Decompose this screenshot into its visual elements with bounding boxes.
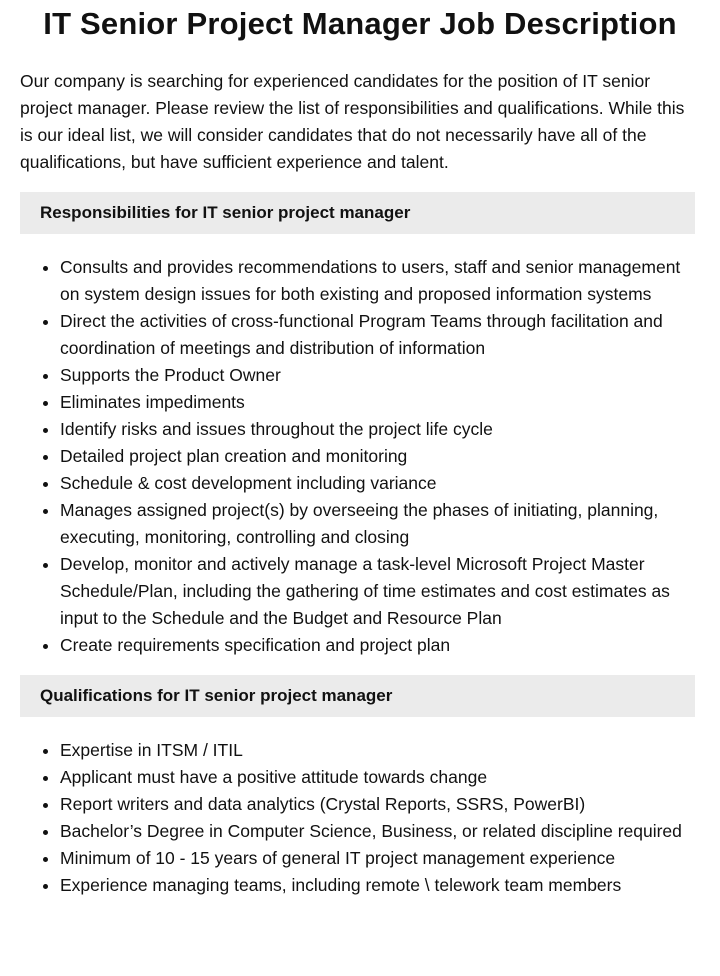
- qualifications-list: [20, 737, 695, 899]
- intro-paragraph: Our company is searching for experienced candidates for the position of IT senior project manager. Please review the list of responsibilities and qualifications. While this is our ideal list, we will consider candidates that do not necessarily have all of the qualifications, but have sufficient experience and talent.: [20, 71, 685, 172]
- list-item: • Supports the Product Owner: [60, 362, 695, 389]
- list-item: • Schedule & cost development including variance: [60, 470, 695, 497]
- list-item: • Detailed project plan creation and monitoring: [60, 443, 695, 470]
- list-item: • Eliminates impediments: [60, 389, 695, 416]
- list-item: • Consults and provides recommendations to users, staff and senior management on system design issues for both existing and proposed information systems: [60, 254, 695, 308]
- page-title: IT Senior Project Manager Job Description: [43, 6, 677, 41]
- list-item: • Experience managing teams, including remote \ telework team members: [60, 872, 695, 899]
- qualifications-heading: Qualifications for IT senior project manager: [20, 675, 695, 717]
- list-item: • Create requirements specification and project plan: [60, 632, 695, 659]
- list-item: • Applicant must have a positive attitude towards change: [60, 764, 695, 791]
- responsibilities-list: [20, 254, 695, 659]
- list-item: • Report writers and data analytics (Crystal Reports, SSRS, PowerBI): [60, 791, 695, 818]
- list-item: • Direct the activities of cross-functional Program Teams through facilitation and coordination of meetings and distribution of information: [60, 308, 695, 362]
- list-item: • Expertise in ITSM / ITIL: [60, 737, 695, 764]
- list-item: • Minimum of 10 - 15 years of general IT project management experience: [60, 845, 695, 872]
- list-item: • Develop, monitor and actively manage a task-level Microsoft Project Master Schedule/Plan, including the gathering of time estimates and cost estimates as input to the Schedule and the Budget and Resource Plan: [60, 551, 695, 632]
- list-item: • Identify risks and issues throughout the project life cycle: [60, 416, 695, 443]
- responsibilities-heading: Responsibilities for IT senior project manager: [20, 192, 695, 234]
- list-item: • Manages assigned project(s) by overseeing the phases of initiating, planning, executing, monitoring, controlling and closing: [60, 497, 695, 551]
- list-item: • Bachelor’s Degree in Computer Science, Business, or related discipline required: [60, 818, 695, 845]
